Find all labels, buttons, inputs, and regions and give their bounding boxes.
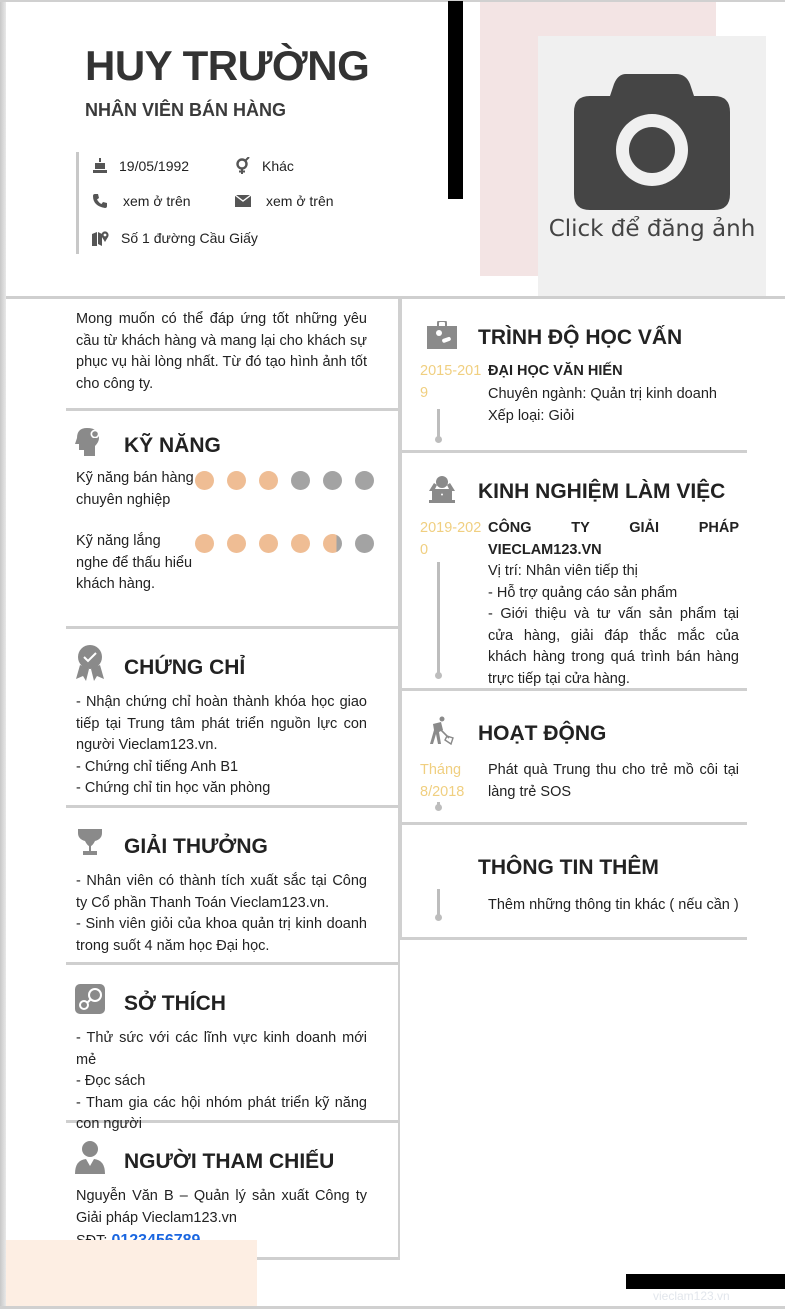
certificate-badge-icon [74,645,106,681]
skill-item [76,531,374,596]
timeline-line [437,409,440,439]
rating-dot [323,534,342,553]
skill-rating[interactable] [195,534,374,553]
hobbies-list [76,1028,367,1136]
more-info-text[interactable]: Thêm những thông tin khác ( nếu cần ) [488,897,739,913]
awards-title: GIẢI THƯỞNG [124,835,268,858]
timeline-content [488,361,739,428]
duty-item[interactable]: - Hỗ trợ quảng cáo sản phẩm [488,584,678,601]
grade[interactable]: Xếp loại: Giỏi [488,408,575,424]
timeline-item [402,361,747,428]
gender-value: Khác [262,158,294,174]
education-title: TRÌNH ĐỘ HỌC VẤN [478,326,683,349]
rating-dot [259,471,278,490]
contact-info [76,152,416,254]
hobbies-section [66,965,398,1132]
reference-text[interactable]: Nguyễn Văn B – Quản lý sản xuất Công ty Giải pháp Vieclam123.vn [76,1188,367,1226]
position[interactable]: Vị trí: Nhân viên tiếp thị [488,563,638,579]
more-info-section [402,825,747,940]
gender-icon [234,157,252,175]
skills-section [66,411,398,629]
timeline-dot [435,804,442,811]
timeline-date: 2019-2020 [420,520,482,558]
trophy-icon [74,824,106,860]
certificate-item[interactable]: - Chứng chỉ tin học văn phòng [76,780,271,796]
skills-title: KỸ NĂNG [124,434,221,457]
right-column [400,299,747,940]
rating-dot [291,471,310,490]
steam-icon [74,981,106,1017]
decorative-block-bottom [6,1240,257,1306]
phone-value: xem ở trên [123,193,191,209]
decorative-bar-bottom [626,1274,785,1289]
address-value: Số 1 đường Cầu Giấy [121,230,258,246]
timeline-item [402,760,747,803]
rating-dot [355,471,374,490]
skill-name[interactable]: Kỹ năng bán hàng chuyên nghiệp [76,470,194,508]
job-title[interactable]: NHÂN VIÊN BÁN HÀNG [85,100,287,120]
hobby-item[interactable]: - Đọc sách [76,1073,146,1089]
timeline-dot [435,436,442,443]
rating-dot [227,471,246,490]
timeline-date: 2015-2019 [420,363,482,401]
head-lightbulb-icon [74,423,106,459]
skill-rating[interactable] [195,471,374,490]
timeline-line [437,889,440,917]
timeline-dot [435,672,442,679]
candidate-name[interactable]: HUY TRƯỜNG [85,42,370,89]
rating-dot [355,534,374,553]
phone-icon [91,192,109,210]
activity-text[interactable]: Phát quà Trung thu cho trẻ mồ côi tại làng trẻ SOS [488,762,739,800]
photo-upload-label: Click để đăng ảnh [548,216,756,242]
email-value: xem ở trên [266,193,334,209]
birthday-field[interactable] [91,157,189,175]
gender-field[interactable] [234,157,294,175]
left-column [66,299,400,1260]
award-item[interactable]: - Sinh viên giỏi của khoa quản trị kinh doanh trong suốt 4 năm học Đại học. [76,916,367,954]
company-name[interactable]: CÔNG TY GIẢI PHÁP VIECLAM123.VN [488,520,739,558]
major[interactable]: Chuyên ngành: Quản trị kinh doanh [488,385,717,402]
rating-dot [195,534,214,553]
envelope-icon [234,192,252,210]
timeline-item [402,518,747,690]
timeline-date: Tháng 8/2018 [420,762,465,800]
timeline-dot [435,914,442,921]
phone-field[interactable] [91,192,191,210]
certificates-section [66,629,398,808]
rating-dot [259,534,278,553]
references-title: NGƯỜI THAM CHIẾU [124,1150,335,1173]
birthday-value: 19/05/1992 [119,158,190,174]
certificates-title: CHỨNG CHỈ [124,656,246,679]
awards-list [76,871,367,957]
camera-icon [574,74,730,210]
timeline-item [402,895,747,917]
user-suit-icon [74,1139,106,1175]
activities-section [402,691,747,825]
objective-section [66,299,398,411]
volunteer-shovel-icon [426,715,458,747]
rating-dot [323,471,342,490]
map-marker-icon [91,229,109,247]
certificate-item[interactable]: - Nhận chứng chỉ hoàn thành khóa học giao tiếp tại Trung tâm phát triển nguồn lực con người Vieclam123.vn. [76,694,367,753]
timeline-content [488,518,739,690]
activities-title: HOẠT ĐỘNG [478,722,607,745]
watermark: vieclam123.vn [653,1289,730,1303]
awards-section [66,808,398,965]
more-info-title: THÔNG TIN THÊM [478,856,659,879]
timeline-date [402,895,488,917]
photo-upload[interactable] [538,36,766,296]
hobby-item[interactable]: - Thử sức với các lĩnh vực kinh doanh mới mẻ [76,1030,367,1068]
briefcase-icon [426,319,458,351]
school-name[interactable]: ĐẠI HỌC VĂN HIẾN [488,363,623,379]
person-laptop-icon [426,473,458,505]
rating-dot [195,471,214,490]
rating-dot [227,534,246,553]
objective-text[interactable]: Mong muốn có thể đáp ứng tốt những yêu cầu từ khách hàng và mang lại cho khách sự phục vụ hài lòng nhất. Từ đó tạo hình ảnh tốt cho công ty. [76,311,367,392]
skill-item [76,468,374,511]
experience-title: KINH NGHIỆM LÀM VIỆC [478,480,726,503]
address-field[interactable] [91,229,258,247]
award-item[interactable]: - Nhân viên có thành tích xuất sắc tại Công ty Cổ phần Thanh Toán Vieclam123.vn. [76,873,367,911]
decorative-bar [448,1,463,199]
hobby-item[interactable]: - Tham gia các hội nhóm phát triển kỹ năng con người [76,1094,367,1132]
email-field[interactable] [234,192,334,210]
hobbies-title: SỞ THÍCH [124,992,226,1015]
experience-section [402,453,747,691]
birthday-cake-icon [91,157,109,175]
certificate-item[interactable]: - Chứng chỉ tiếng Anh B1 [76,758,239,775]
duty-item[interactable]: - Giới thiệu và tư vấn sản phẩm tại cửa hàng, giải đáp thắc mắc của khách hàng trong quá trình bán hàng trực tiếp tại cửa hàng. [488,606,739,687]
timeline-line [437,562,440,676]
skill-name[interactable]: Kỹ năng lắng nghe để thấu hiểu khách hàng. [76,533,193,592]
education-section [402,299,747,453]
rating-dot [291,534,310,553]
certificates-list [76,692,367,800]
page-edge [0,0,6,1309]
